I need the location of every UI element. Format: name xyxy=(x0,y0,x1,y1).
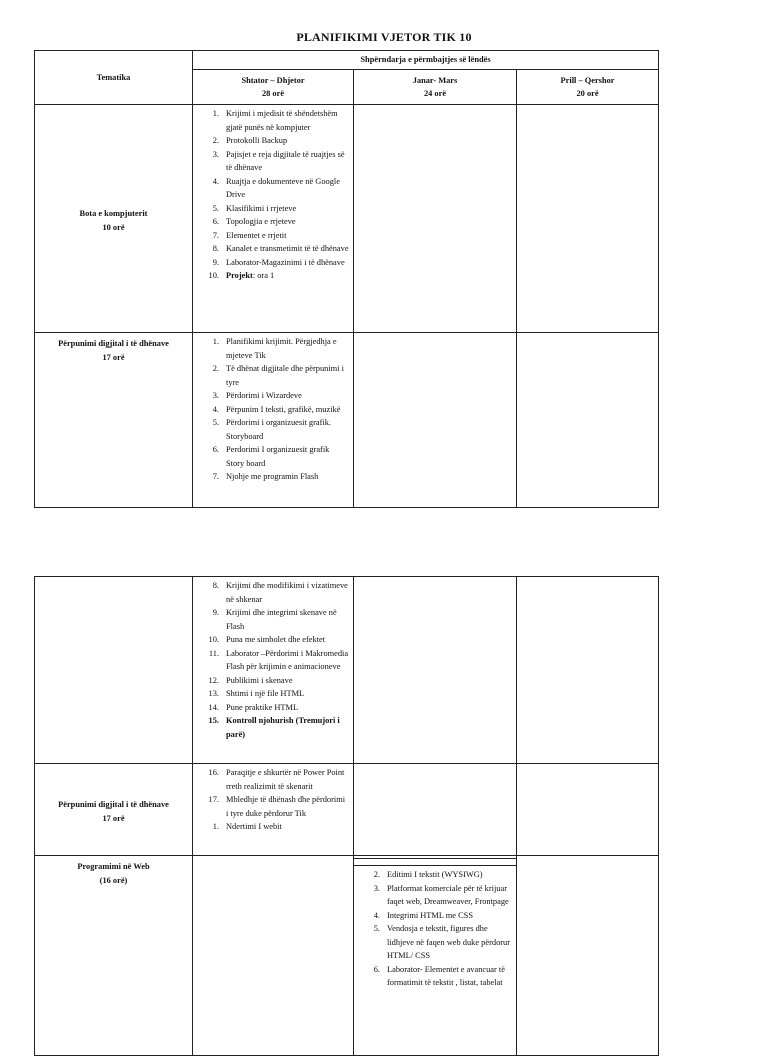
item-number: 5. xyxy=(373,924,380,933)
item-text xyxy=(226,470,349,484)
item-number: 10. xyxy=(208,635,219,644)
item-text xyxy=(226,766,349,793)
item-text xyxy=(226,134,349,148)
theme-name: Programimi në Web xyxy=(77,862,150,871)
item-number: 11. xyxy=(208,648,219,658)
empty-cell xyxy=(354,105,517,333)
item-plain-text: Elementet e rrjetit xyxy=(226,230,287,240)
empty-cell xyxy=(35,577,193,764)
planning-table-page-2 xyxy=(34,576,659,1056)
item-number: 17. xyxy=(208,795,219,804)
item-plain-text: Laborator- Elementet e avancuar të formatimit të tekstit , listat, tabelat xyxy=(387,964,505,987)
topic-list xyxy=(354,866,516,992)
period-hours: 24 orë xyxy=(423,89,447,98)
empty-cell xyxy=(517,856,659,1056)
item-number: 16. xyxy=(208,768,219,777)
list-item xyxy=(193,202,349,216)
theme-cell xyxy=(35,856,193,1056)
item-plain-text: Kanalet e transmetimit të të dhënave xyxy=(226,244,349,253)
item-text xyxy=(226,701,349,715)
item-plain-text: Editimi I tekstit (WYSIWG) xyxy=(387,870,483,879)
empty-cell xyxy=(354,577,517,764)
empty-cell xyxy=(517,764,659,856)
item-plain-text: Përpunim I teksti, grafikë, muzikë xyxy=(226,404,341,414)
item-number: 4. xyxy=(373,910,380,920)
item-text xyxy=(226,215,349,229)
item-plain-text: Pajisjet e reja digjitale të ruajtjes së të dhënave xyxy=(226,149,345,172)
list-item xyxy=(193,647,349,674)
theme-name: Bota e kompjuterit xyxy=(79,209,148,218)
item-number: 1. xyxy=(212,109,219,118)
item-plain-text: Pune praktike HTML xyxy=(226,702,299,712)
item-number: 6. xyxy=(212,217,219,226)
tematika-header: Tematika xyxy=(35,51,193,105)
item-text xyxy=(226,148,349,175)
list-item xyxy=(193,701,349,715)
item-number: 3. xyxy=(212,149,219,159)
item-number: 2. xyxy=(212,136,219,145)
item-number: 13. xyxy=(208,689,219,698)
theme-cell xyxy=(35,105,193,333)
item-plain-text: Perdorimi I organizuesit grafik Story board xyxy=(226,445,330,468)
table-divider xyxy=(354,858,516,866)
item-text xyxy=(226,175,349,202)
item-number: 3. xyxy=(212,391,219,400)
period-header-3 xyxy=(517,70,659,105)
item-number: 2. xyxy=(212,364,219,373)
theme-name: Përpunimi digjital i të dhënave xyxy=(58,339,169,348)
list-item xyxy=(193,362,349,389)
item-number: 9. xyxy=(212,257,219,267)
content-cell xyxy=(193,105,354,333)
distribution-header: Shpërndarja e përmbajtjes së lëndës xyxy=(193,51,659,70)
list-item xyxy=(354,868,512,882)
list-item xyxy=(193,256,349,270)
item-plain-text: Mbledhje të dhënash dhe përdorimi i tyre duke përdorur Tik xyxy=(226,795,346,818)
content-cell xyxy=(193,333,354,508)
item-text xyxy=(387,882,512,909)
item-bold-text: Kontroll njohurish (Tremujori i parë) xyxy=(226,716,340,739)
content-cell xyxy=(193,577,354,764)
item-text xyxy=(226,687,349,701)
list-item xyxy=(193,335,349,362)
list-item xyxy=(193,766,349,793)
period-hours: 20 orë xyxy=(576,89,599,98)
item-number: 7. xyxy=(212,472,219,481)
list-item xyxy=(193,175,349,202)
item-text xyxy=(226,443,349,470)
item-plain-text: Të dhënat digjitale dhe përpunimi i tyre xyxy=(226,364,344,387)
item-text xyxy=(226,674,349,688)
empty-cell xyxy=(354,764,517,856)
item-number: 10. xyxy=(208,271,219,280)
item-text xyxy=(387,963,512,990)
item-plain-text: Publikimi i skenave xyxy=(226,675,293,685)
theme-hours: 17 orë xyxy=(102,813,125,823)
item-plain-text: Ndertimi I webit xyxy=(226,822,282,831)
item-plain-text: Krijimi dhe modifikimi i vizatimeve në shkenar xyxy=(226,581,348,604)
item-text xyxy=(226,416,349,443)
item-plain-text: Shtimi i një file HTML xyxy=(226,689,305,698)
list-item xyxy=(193,269,349,283)
item-text xyxy=(226,633,349,647)
theme-cell xyxy=(35,333,193,508)
item-plain-text: Platformat komerciale për të krijuar faqet web, Dreamweaver, Frontpage xyxy=(387,883,509,906)
list-item xyxy=(354,909,512,923)
item-plain-text: Vendosja e tekstit, figures dhe lidhjeve në faqen web duke përdorur HTML/ CSS xyxy=(387,924,511,960)
item-number: 5. xyxy=(212,418,219,427)
list-item xyxy=(193,215,349,229)
item-plain-text: Krijimi i mjedisit të shëndetshëm gjatë punës në kompjuter xyxy=(226,109,338,132)
list-item xyxy=(193,470,349,484)
item-number: 3. xyxy=(373,883,380,893)
empty-cell xyxy=(193,856,354,1056)
item-text xyxy=(226,362,349,389)
list-item xyxy=(354,922,512,963)
item-plain-text: Puna me simbolet dhe efektet xyxy=(226,635,326,644)
item-plain-text: Ruajtja e dokumenteve në Google Drive xyxy=(226,176,340,199)
period-name: Shtator – Dhjetor xyxy=(241,76,305,85)
item-text xyxy=(226,714,349,741)
topic-list xyxy=(193,764,353,836)
list-item xyxy=(193,229,349,243)
item-plain-text: Planifikimi krijimit. Përgjedhja e mjeteve Tik xyxy=(226,337,337,360)
item-number: 1. xyxy=(212,337,219,346)
theme-hours: 17 orë xyxy=(102,352,125,362)
list-item xyxy=(193,793,349,820)
item-text xyxy=(226,389,349,403)
empty-cell xyxy=(517,577,659,764)
item-text xyxy=(226,107,349,134)
item-number: 14. xyxy=(208,702,219,712)
list-item xyxy=(193,633,349,647)
item-text xyxy=(226,606,349,633)
item-plain-text: Laborator –Përdorimi i Makromedia Flash për krijimin e animacioneve xyxy=(226,648,349,671)
topic-list xyxy=(193,105,353,285)
list-item xyxy=(193,148,349,175)
content-cell xyxy=(193,764,354,856)
item-plain-text: : ora 1 xyxy=(252,271,275,280)
item-text xyxy=(226,579,349,606)
theme-hours: 10 orë xyxy=(102,222,125,232)
item-text xyxy=(226,335,349,362)
item-text xyxy=(387,922,512,963)
item-number: 6. xyxy=(373,964,380,974)
period-header-2 xyxy=(354,70,517,105)
item-plain-text: Përdorimi i organizuesit grafik. Storyboard xyxy=(226,418,331,441)
planning-table-page-1 xyxy=(34,50,659,508)
list-item xyxy=(193,134,349,148)
item-number: 2. xyxy=(373,870,380,879)
item-text xyxy=(226,403,349,417)
item-plain-text: Topologjia e rrjeteve xyxy=(226,217,296,226)
item-number: 4. xyxy=(212,404,219,414)
item-bold-text: Projekt xyxy=(226,271,253,280)
item-text xyxy=(226,229,349,243)
list-item xyxy=(193,416,349,443)
content-cell xyxy=(354,856,517,1056)
empty-cell xyxy=(354,333,517,508)
item-number: 9. xyxy=(212,608,219,617)
list-item xyxy=(193,674,349,688)
list-item xyxy=(193,579,349,606)
item-text xyxy=(226,202,349,216)
item-plain-text: Njohje me programin Flash xyxy=(226,472,319,481)
list-item xyxy=(193,820,349,834)
theme-cell xyxy=(35,764,193,856)
period-name: Janar- Mars xyxy=(412,76,458,85)
item-text xyxy=(387,868,512,882)
theme-hours: (16 orë) xyxy=(99,875,128,885)
list-item xyxy=(354,882,512,909)
item-plain-text: Krijimi dhe integrimi skenave në Flash xyxy=(226,608,337,631)
empty-cell xyxy=(517,105,659,333)
item-number: 5. xyxy=(212,203,219,213)
empty-cell xyxy=(517,333,659,508)
item-plain-text: Paraqitje e shkurtër në Power Point rreth realizimit të skenarit xyxy=(226,768,345,791)
item-text xyxy=(226,242,349,256)
item-text xyxy=(226,793,349,820)
item-plain-text: Laborator-Magazinimi i të dhënave xyxy=(226,257,345,267)
item-number: 7. xyxy=(212,230,219,240)
item-plain-text: Protokolli Backup xyxy=(226,136,288,145)
item-plain-text: Klasifikimi i rrjeteve xyxy=(226,203,297,213)
period-hours: 28 orë xyxy=(261,89,285,98)
item-text xyxy=(387,909,512,923)
theme-name: Përpunimi digjital i të dhënave xyxy=(58,800,169,809)
item-number: 8. xyxy=(212,244,219,253)
list-item xyxy=(193,242,349,256)
item-plain-text: Përdorimi i Wizardeve xyxy=(226,391,302,400)
item-number: 6. xyxy=(212,445,219,454)
topic-list xyxy=(193,333,353,486)
item-text xyxy=(226,820,349,834)
item-text xyxy=(226,256,349,270)
list-item xyxy=(193,389,349,403)
list-item xyxy=(193,606,349,633)
list-item xyxy=(193,443,349,470)
list-item xyxy=(193,714,349,741)
item-plain-text: Integrimi HTML me CSS xyxy=(387,910,473,920)
period-header-1 xyxy=(193,70,354,105)
list-item xyxy=(193,687,349,701)
item-number: 15. xyxy=(208,716,219,725)
item-number: 12. xyxy=(208,675,219,685)
item-number: 8. xyxy=(212,581,219,590)
item-text xyxy=(226,269,349,283)
item-number: 1. xyxy=(212,822,219,831)
topic-list xyxy=(193,577,353,743)
item-number: 4. xyxy=(212,176,219,186)
list-item xyxy=(193,107,349,134)
list-item xyxy=(193,403,349,417)
list-item xyxy=(354,963,512,990)
period-name: Prill – Qershor xyxy=(560,76,615,85)
document-title: PLANIFIKIMI VJETOR TIK 10 xyxy=(296,30,472,44)
item-text xyxy=(226,647,349,674)
